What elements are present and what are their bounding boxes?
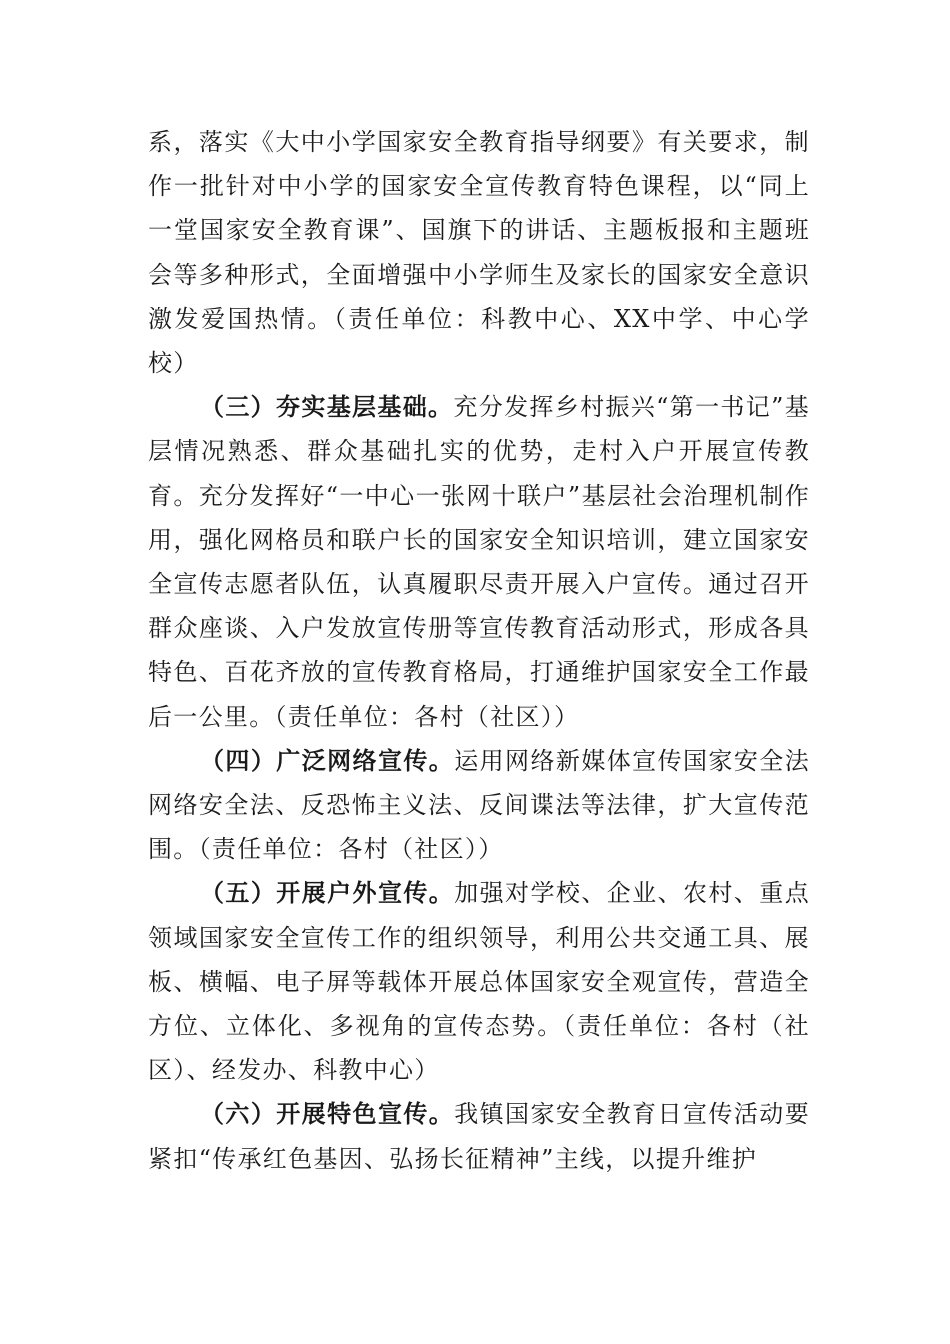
section-heading: （四）广泛网络宣传。 [200, 745, 455, 775]
paragraph-text: 系，落实《大中小学国家安全教育指导纲要》有关要求，制作一批针对中小学的国家安全宣传教育特色课程，以“同上一堂国家安全教育课”、国旗下的讲话、主题板报和主题班会等多种形式，全面增强中小学师生及家长的国家安全意识激发爱国热情。（责任单位：科教中心、XX中学、中心学校） [148, 128, 810, 378]
paragraph-text: 充分发挥乡村振兴“第一书记”基层情况熟悉、群众基础扎实的优势，走村入户开展宣传教育。充分发挥好“一中心一张网十联户”基层社会治理机制作用，强化网格员和联户长的国家安全知识培训，建立国家安全宣传志愿者队伍，认真履职尽责开展入户宣传。通过召开群众座谈、入户发放宣传册等宣传教育活动形式，形成各具特色、百花齐放的宣传教育格局，打通维护国家安全工作最后一公里。（责任单位：各村（社区）） [148, 393, 811, 731]
paragraph-text: 我镇国家安全教育日宣传活动要紧扣“传承红色基因、弘扬长征精神”主线，以提升维护 [148, 1100, 810, 1173]
paragraph-section-3 [148, 385, 810, 739]
section-heading: （六）开展特色宣传。 [200, 1099, 455, 1129]
paragraph-section-5 [148, 871, 810, 1092]
paragraph-continuation [148, 120, 810, 385]
section-heading: （三）夯实基层基础。 [200, 392, 454, 422]
paragraph-text: 运用网络新媒体宣传国家安全法网络安全法、反恐怖主义法、反间谍法等法律，扩大宣传范围。（责任单位：各村（社区）） [148, 746, 810, 864]
paragraph-section-4 [148, 739, 810, 872]
document-body [148, 120, 810, 1181]
paragraph-section-6 [148, 1092, 810, 1180]
section-heading: （五）开展户外宣传。 [200, 878, 455, 908]
paragraph-text: 加强对学校、企业、农村、重点领域国家安全宣传工作的组织领导，利用公共交通工具、展板、横幅、电子屏等载体开展总体国家安全观宣传，营造全方位、立体化、多视角的宣传态势。（责任单位：各村（社区）、经发办、科教中心） [148, 879, 810, 1085]
